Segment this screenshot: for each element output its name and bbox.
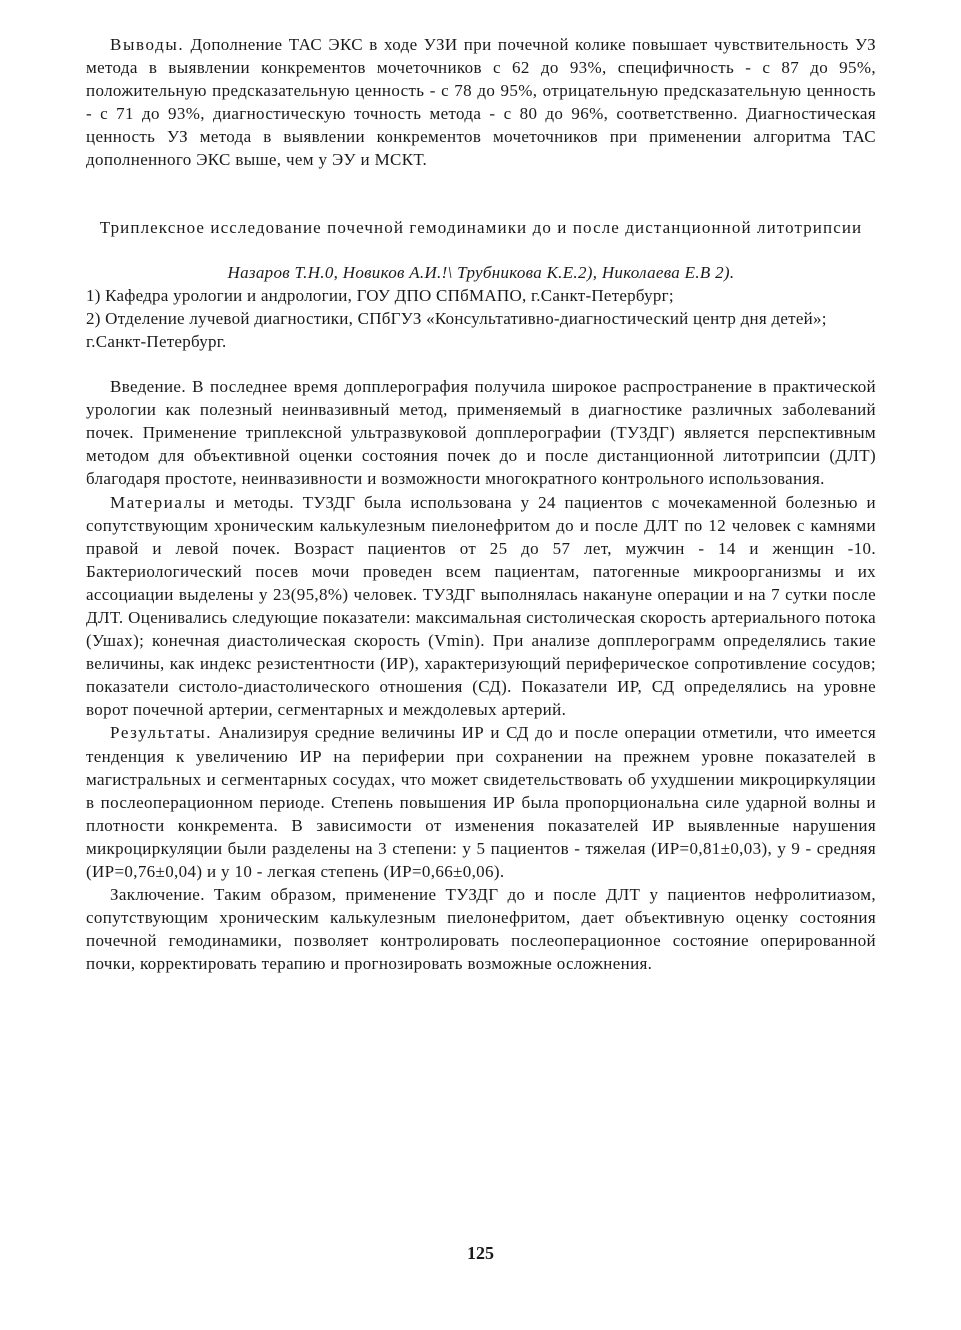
methods-paragraph [86,491,876,722]
conclusion-text: Дополнение ТАС ЭКС в ходе УЗИ при почечной колике повышает чувствительность УЗ метода в выявлении конкрементов мочеточников с 62 до 93%, специфичность - с 87 до 95%, положительную предсказательную ценность - с 78 до 95%, отрицательную предсказательную ценность - с 71 до 93%, диагностическую точность метода - с 80 до 96%, соответственно. Диагностическая ценность УЗ метода в выявлении конкрементов мочеточников при применении алгоритма ТАС дополненного ЭКС выше, чем у ЭУ и МСКТ. [86,35,876,170]
introduction-paragraph: Введение. В последнее время допплерография получила широкое распространение в практической урологии как полезный неинвазивный метод, применяемый в диагностике различных заболеваний почек. Применение триплексной ультразвуковой допплерографии (ТУЗДГ) является перспективным методом для объективной оценки состояния почек до и после дистанционной литотрипсии (ДЛТ) благодаря простоте, неинвазивности и возможности многократного контрольного использования. [86,377,876,489]
article-authors: Назаров Т.Н.0, Новиков А.И.!\ Трубникова К.Е.2), Николаева Е.В 2). [227,262,735,282]
conclusion-lead-word: Выводы. [110,35,185,54]
results-text: Анализируя средние величины ИР и СД до и после операции отметили, что имеется тенденция к увеличению ИР на периферии при сохранении на прежнем уровне показателей в магистральных и сегментарных сосудах, что может свидетельствовать об ухудшении микроциркуляции в послеоперационном периоде. Степень повышения ИР была пропорциональна силе ударной волны и плотности конкремента. В зависимости от изменения показателей ИР выявленные нарушения микроциркуляции были разделены на 3 степени: у 5 пациентов - тяжелая (ИР=0,81±0,03), у 9 - средняя (ИР=0,76±0,04) и у 10 - легкая степень (ИР=0,66±0,06). [86,723,876,881]
results-lead-word: Результаты. [110,723,213,743]
page-body [86,33,876,975]
affiliation-1: 1) Кафедра урологии и андрологии, ГОУ ДПО СПбМАПО, г.Санкт-Петербург; [86,285,674,305]
article-title: Триплексное исследование почечной гемодинамики до и после дистанционной литотрипсии [99,217,863,237]
conclusion-paragraph: Заключение. Таким образом, применение ТУЗДГ до и после ДЛТ у пациентов нефролитиазом, сопутствующим хроническим калькулезным пиелонефритом, дает объективную оценку состояния почечной гемодинамики, позволяет контролировать послеоперационное состояние оперированной почки, корректировать терапию и прогнозировать возможные осложнения. [86,885,876,974]
page-number: 125 [467,1243,494,1263]
affiliation-2: 2) Отделение лучевой диагностики, СПбГУЗ «Консультативно-диагностический центр дня детей»; г.Санкт-Петербург. [86,308,827,351]
results-paragraph [86,721,876,883]
previous-conclusion-paragraph [86,33,876,172]
methods-lead-word: Материалы [110,492,207,512]
methods-text: и методы. ТУЗДГ была использована у 24 пациентов с мочекаменной болезнью и сопутствующим хроническим калькулезным пиелонефритом до и после ДЛТ по 12 человек с камнями правой и левой почек. Возраст пациентов от 25 до 57 лет, мужчин - 14 и женщин -10. Бактериологический посев мочи проведен всем пациентам, патогенные микроорганизмы и их ассоциации выделены у 23(95,8%) человек. ТУЗДГ выполнялась накануне операции и на 7 сутки после ДЛТ. Оценивались следующие показатели: максимальная систолическая скорость артериального потока (Ушах); конечная диастолическая скорость (Vmin). При анализе допплерограмм определялись такие величины, как индекс резистентности (ИР), характеризующий периферическое сопротивление сосудов; показатели систоло-диастолического отношения (СД). Показатели ИР, СД определялись на уровне ворот почечной артерии, сегментарных и междолевых артерий. [86,492,876,720]
